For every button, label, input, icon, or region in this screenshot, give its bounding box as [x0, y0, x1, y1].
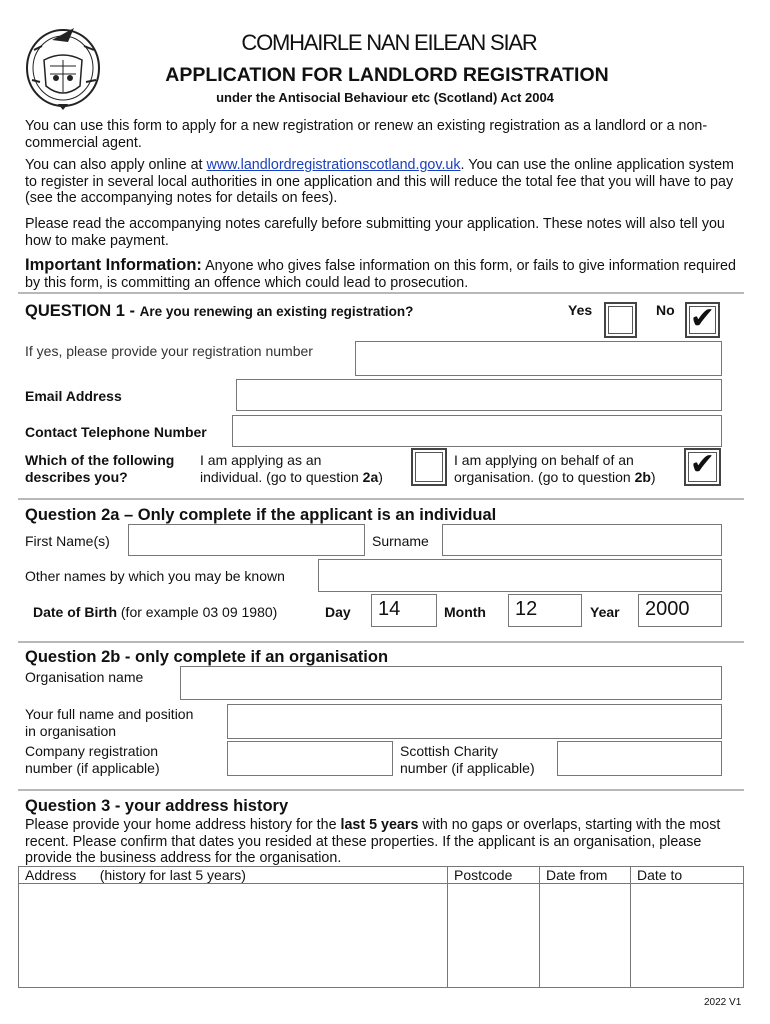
year-input[interactable]	[638, 594, 722, 627]
other-names-input[interactable]	[318, 559, 722, 592]
important-information	[25, 257, 745, 291]
full-name-position-input[interactable]	[227, 704, 722, 739]
question-2b-heading: Question 2b - only complete if an organisation	[25, 648, 389, 666]
first-name-input[interactable]	[128, 524, 365, 556]
form-version: 2022 V1	[704, 997, 742, 1008]
intro-paragraph-1: You can use this form to apply for a new registration or renew an existing registration as a landlord or a non-commercial agent.	[25, 118, 708, 151]
month-label: Month	[444, 604, 486, 620]
organisation-line-2c: )	[650, 469, 656, 485]
divider	[18, 498, 744, 500]
online-registration-link[interactable]: www.landlordregistrationscotland.gov.uk	[206, 157, 461, 173]
no-label: No	[656, 302, 675, 318]
date-of-birth-label	[33, 604, 277, 620]
intro-paragraph-3: Please read the accompanying notes carefully before submitting your application. These notes will also tell you how to make payment.	[25, 216, 725, 249]
organisation-name-label: Organisation name	[25, 669, 144, 685]
month-input[interactable]	[508, 594, 582, 627]
question-1-text: Are you renewing an existing registration?	[139, 304, 414, 319]
form-title: APPLICATION FOR LANDLORD REGISTRATION	[165, 64, 609, 86]
charity-line-2: number (if applicable)	[400, 760, 535, 776]
intro-p2-suffix: . You can use the online application system to register in several local authorities in one application and this will reduce the total fee that you will have to pay (see the accompanying notes for details on fees).	[25, 157, 734, 206]
date-to-cell[interactable]	[631, 884, 744, 988]
organisation-line-2a: organisation. (go to question	[454, 469, 635, 485]
renewing-yes-checkbox[interactable]	[604, 302, 637, 338]
company-registration-label	[25, 743, 160, 777]
dob-example: (for example 03 09 1980)	[117, 604, 278, 620]
full-name-line-2: in organisation	[25, 723, 117, 739]
organisation-line-1: I am applying on behalf of an	[454, 452, 634, 468]
q3-text-2: with no gaps or overlaps, starting with the most recent. Please confirm that dates you resided at these properties. If the applicant is an organisation, please provide the business address for the organisation.	[25, 817, 721, 866]
important-text: Anyone who gives false information on this form, or fails to give information required by this form, is committing an offence which could lead to prosecution.	[25, 258, 736, 291]
organisation-line-2	[454, 469, 656, 486]
surname-input[interactable]	[442, 524, 722, 556]
col-address: Address (history for last 5 years)	[19, 867, 448, 884]
divider	[18, 641, 744, 643]
organisation-checkbox[interactable]: ✔	[684, 448, 721, 486]
question-3-instructions	[25, 817, 745, 867]
table-row[interactable]	[19, 884, 744, 988]
table-header-row	[19, 867, 744, 884]
council-name: COMHAIRLE NAN EILEAN SIAR	[241, 30, 537, 55]
divider	[18, 292, 744, 294]
divider	[18, 789, 744, 791]
year-label: Year	[590, 604, 620, 620]
organisation-option-text	[454, 452, 656, 486]
email-label: Email Address	[25, 388, 122, 404]
yes-label: Yes	[568, 302, 593, 318]
day-value: 14	[378, 598, 401, 620]
surname-label: Surname	[372, 533, 429, 549]
col-date-to: Date to	[631, 867, 744, 884]
intro-p2-prefix: You can also apply online at	[25, 157, 207, 173]
important-label: Important Information:	[25, 256, 202, 274]
q3-text-bold: last 5 years	[340, 817, 419, 833]
charity-number-input[interactable]	[557, 741, 722, 776]
individual-checkbox[interactable]	[411, 448, 447, 486]
question-2a-heading: Question 2a – Only complete if the applicant is an individual	[25, 506, 497, 524]
full-name-position-label	[25, 706, 193, 740]
date-from-cell[interactable]	[540, 884, 631, 988]
other-names-label: Other names by which you may be known	[25, 568, 285, 584]
question-1-heading	[25, 302, 413, 321]
describes-you-line-1: Which of the following	[25, 452, 175, 468]
day-input[interactable]	[371, 594, 437, 627]
individual-option-text	[200, 452, 383, 486]
individual-line-2	[200, 469, 383, 486]
registration-number-input[interactable]	[355, 341, 722, 376]
organisation-name-input[interactable]	[180, 666, 722, 700]
charity-line-1: Scottish Charity	[400, 743, 499, 759]
question-1-label: QUESTION 1 -	[25, 302, 140, 320]
postcode-cell[interactable]	[448, 884, 540, 988]
individual-line-2c: )	[378, 469, 383, 485]
first-name-label: First Name(s)	[25, 533, 110, 549]
address-cell[interactable]	[19, 884, 448, 988]
individual-line-1: I am applying as an	[200, 452, 322, 468]
col-postcode: Postcode	[448, 867, 540, 884]
phone-input[interactable]	[232, 415, 722, 447]
dob-label: Date of Birth	[33, 604, 117, 620]
company-line-1: Company registration	[25, 743, 159, 759]
day-label: Day	[325, 604, 351, 620]
month-value: 12	[515, 598, 538, 620]
describes-you-label	[25, 452, 174, 486]
year-value: 2000	[645, 598, 690, 620]
form-subtitle: under the Antisocial Behaviour etc (Scotland) Act 2004	[216, 90, 554, 105]
individual-question-ref: 2a	[362, 469, 379, 485]
organisation-question-ref: 2b	[634, 469, 651, 485]
email-input[interactable]	[236, 379, 722, 411]
individual-line-2a: individual. (go to question	[200, 469, 363, 485]
q3-text-1: Please provide your home address history for the	[25, 817, 341, 833]
phone-label: Contact Telephone Number	[25, 424, 207, 440]
question-3-heading: Question 3 - your address history	[25, 797, 289, 815]
registration-number-label: If yes, please provide your registration number	[25, 343, 313, 359]
address-history-table	[18, 866, 744, 988]
charity-number-label	[400, 743, 535, 777]
company-line-2: number (if applicable)	[25, 760, 160, 776]
describes-you-line-2: describes you?	[25, 469, 128, 485]
intro-paragraph-2	[25, 157, 745, 207]
full-name-line-1: Your full name and position	[25, 706, 194, 722]
col-date-from: Date from	[540, 867, 631, 884]
company-registration-input[interactable]	[227, 741, 393, 776]
renewing-no-checkbox[interactable]: ✔	[685, 302, 720, 338]
